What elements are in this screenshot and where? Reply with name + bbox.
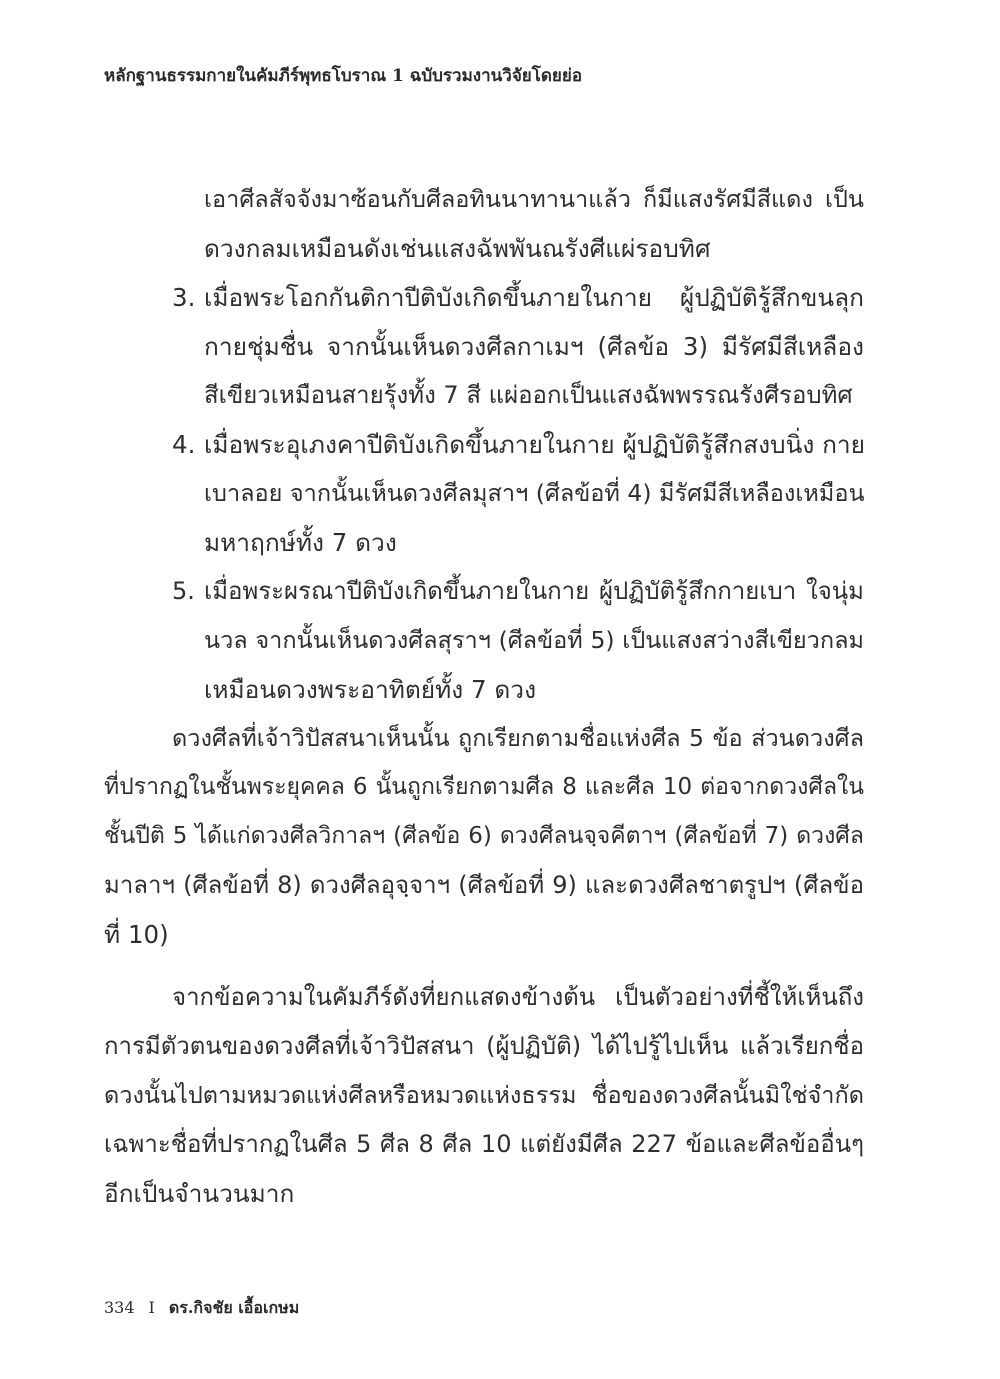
text-line: เหมือนดวงพระอาทิตย์ทั้ง 7 ดวง [204,675,537,704]
list-item-3 [104,273,864,420]
line-text: เมื่อพระผรณาปีติบังเกิดขึ้นภายในกาย ผู้ปฏิบัติรู้สึกกายเบา ใจนุ่ม [204,577,864,605]
list-item-4 [104,420,864,567]
text-line: จากข้อความในคัมภีร์ดังที่ยกแสดงข้างต้น เป็นตัวอย่างที่ชี้ให้เห็นถึง [172,983,864,1011]
text-line: ดวงกลมเหมือนดังเช่นแสงฉัพพันณรังศีแผ่รอบทิศ [204,234,711,263]
text-line [104,273,864,322]
text-line: ที่ปรากฏในชั้นพระยุคคล 6 นั้นถูกเรียกตามศีล 8 และศีล 10 ต่อจากดวงศีลใน [104,774,864,800]
list-number: 5. [172,577,195,605]
text-line: อีกเป็นจำนวนมาก [104,1179,295,1208]
continued-list-item [104,175,864,273]
text-line: สีเขียวเหมือนสายรุ้งทั้ง 7 สี แผ่ออกเป็นแสงฉัพพรรณรังศีรอบทิศ [204,381,853,409]
paragraph [104,973,864,1218]
line-text: เมื่อพระอุเภงคาปีติบังเกิดขึ้นภายในกาย ผู้ปฏิบัติรู้สึกสงบนิ่ง กาย [204,430,866,459]
text-line [104,567,864,616]
paragraph-gap [104,959,864,973]
text-line: มาลาฯ (ศีลข้อที่ 8) ดวงศีลอุจฺจาฯ (ศีลข้อที่ 9) และดวงศีลชาตรูปฯ (ศีลข้อ [104,871,864,899]
list-number: 3. [172,283,196,312]
text-line: การมีตัวตนของดวงศีลที่เจ้าวิปัสสนา (ผู้ปฏิบัติ) ได้ไปรู้ไปเห็น แล้วเรียกชื่อ [104,1032,864,1060]
line-text: เมื่อพระโอกกันติกาปีติบังเกิดขึ้นภายในกาย ผู้ปฏิบัติรู้สึกขนลุก [204,283,864,312]
list-number: 4. [172,430,196,459]
paragraph [104,714,864,959]
text-line: กายชุ่มชื่น จากนั้นเห็นดวงศีลกาเมฯ (ศีลข้อ 3) มีรัศมีสีเหลือง [204,332,864,361]
text-line: ที่ 10) [104,920,169,949]
text-line: ชั้นปีติ 5 ได้แก่ดวงศีลวิกาลฯ (ศีลข้อ 6) ดวงศีลนจฺจคีตาฯ (ศีลข้อที่ 7) ดวงศีล [104,823,864,849]
footer-separator: I [148,1298,155,1317]
text-line: เอาศีลสัจจังมาซ้อนกับศีลอทินนาทานาแล้ว ก็มีแสงรัศมีสีแดง เป็น [204,185,864,213]
body-text [104,175,864,1218]
text-line: นวล จากนั้นเห็นดวงศีลสุราฯ (ศีลข้อที่ 5) เป็นแสงสว่างสีเขียวกลม [204,626,864,654]
page-footer [104,1296,299,1321]
text-line: เบาลอย จากนั้นเห็นดวงศีลมุสาฯ (ศีลข้อที่ 4) มีรัศมีสีเหลืองเหมือน [204,479,865,507]
text-line: เฉพาะชื่อที่ปรากฏในศีล 5 ศีล 8 ศีล 10 แต่ยังมีศีล 227 ข้อและศีลข้ออื่นๆ [104,1130,864,1158]
running-head: หลักฐานธรรมกายในคัมภีร์พุทธโบราณ 1 ฉบับรวมงานวิจัยโดยย่อ [104,66,583,86]
text-line [104,420,864,469]
text-line: ดวงศีลที่เจ้าวิปัสสนาเห็นนั้น ถูกเรียกตามชื่อแห่งศีล 5 ข้อ ส่วนดวงศีล [172,724,864,752]
list-item-5 [104,567,864,714]
text-line: มหาฤกษ์ทั้ง 7 ดวง [204,528,397,557]
author-name: ดร.กิจชัย เอื้อเกษม [168,1298,300,1317]
page-number: 334 [104,1298,135,1317]
text-line: ดวงนั้นไปตามหมวดแห่งศีลหรือหมวดแห่งธรรม ชื่อของดวงศีลนั้นมิใช่จำกัด [104,1081,864,1109]
